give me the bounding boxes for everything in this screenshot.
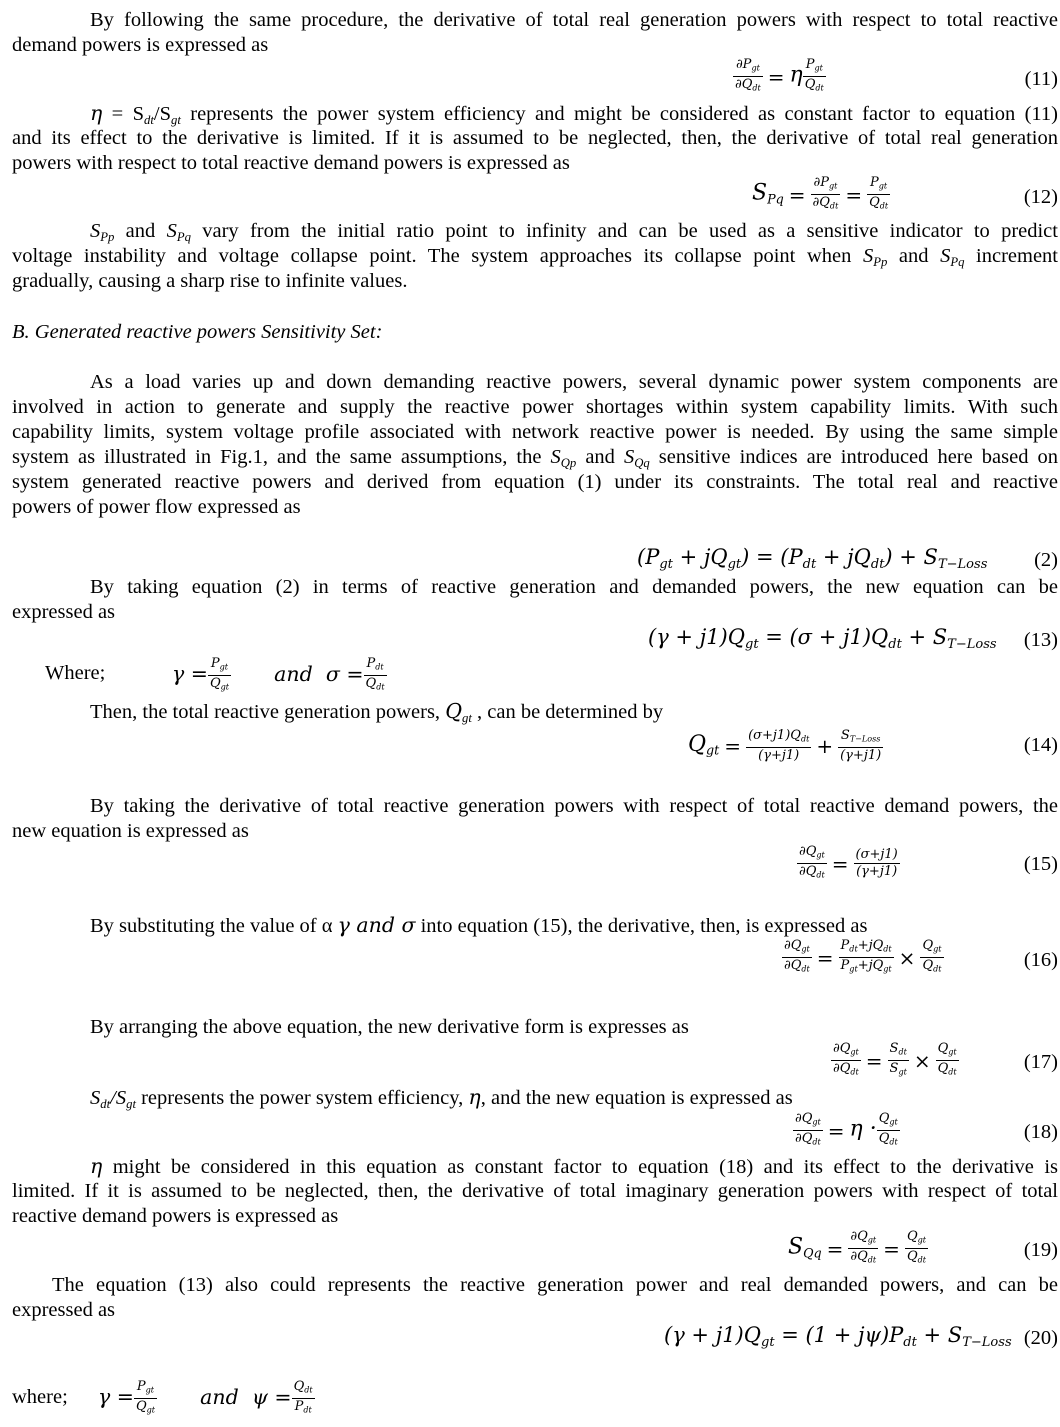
paragraph-line: By following the same procedure, the derivative of total real generation powers with respect to total reactive [90, 9, 1058, 31]
equation-number: (17) [1023, 1051, 1058, 1073]
paragraph-line: expressed as [12, 601, 116, 623]
fraction: $\frac{\partial Q_{gt}}{\partial Q_{dt}}$ [799, 844, 825, 880]
fraction: $\frac{S_{T-Loss}}{(\gamma+j1)}$ [840, 728, 882, 764]
equation-number: (13) [1023, 629, 1058, 651]
paragraph-line: demand powers is expressed as [12, 34, 269, 56]
fraction: $\frac{\partial Q_{gt}}{\partial Q_{dt}}$ [850, 1229, 877, 1265]
fraction: $\frac{S_{dt}}{S_{gt}}$ [889, 1041, 907, 1077]
paragraph-line: involved in action to generate and supply the reactive power shortages within system capability limits. With such [12, 396, 1058, 418]
equation-18: $\frac{\partial Q_{gt}}{\partial Q_{dt}}$ = η · $\frac{Q_{gt}}{Q_{dt}}$ [793, 1111, 900, 1151]
fraction: $\frac{Q_{gt}}{Q_{dt}}$ [922, 938, 942, 974]
fraction: $\frac{P_{gt}}{Q_{gt}}$ [209, 656, 230, 692]
paragraph-line: By arranging the above equation, the new derivative form is expresses as [90, 1016, 689, 1038]
paragraph-line: capability limits, system voltage profile associated with network reactive power is needed. By using the same simple [12, 421, 1058, 443]
paragraph-line: voltage instability and voltage collapse point. The system approaches its collapse point when $S_{Pp}$ and $S_{Pq}$ increment [12, 245, 1058, 269]
paragraph-line: powers of power flow expressed as [12, 496, 301, 518]
paragraph-line: gradually, causing a sharp rise to infinite values. [12, 270, 408, 292]
fraction: $\frac{Q_{gt}}{Q_{dt}}$ [937, 1041, 957, 1077]
fraction: $\frac{\partial Q_{gt}}{\partial Q_{dt}}$ [784, 938, 810, 974]
paragraph-line: limited. If it is assumed to be neglected, then, the derivative of total imaginary generation powers with respect of total [12, 1180, 1058, 1202]
fraction: $\frac{P_{gt}}{Q_{dt}}$ [804, 57, 824, 93]
equation-number: (12) [1023, 186, 1058, 208]
paragraph-line: powers with respect to total reactive demand powers is expressed as [12, 152, 570, 174]
equation-number: (18) [1023, 1121, 1058, 1143]
equation-13: $(\gamma + j1)Q_{gt} = (\sigma + j1)Q_{dt} + S_{T-Loss}$ [648, 625, 997, 652]
fraction: $\frac{P_{gt}}{Q_{dt}}$ [869, 175, 889, 211]
paragraph-line: Then, the total reactive generation powers, $Q_{gt}$ , can be determined by [90, 699, 664, 725]
equation-19: $S_{Qq}$ = $\frac{\partial Q_{gt}}{\partial Q_{dt}}$ = $\frac{Q_{gt}}{Q_{dt}}$ [788, 1229, 928, 1269]
equation-15: $\frac{\partial Q_{gt}}{\partial Q_{dt}}$ = $\frac{(\sigma+j1)}{(\gamma+j1)}$ [797, 844, 900, 884]
equation-20: $(\gamma + j1)Q_{gt} = (1 + j\psi)P_{dt} + S_{T-Loss}$ [664, 1323, 1012, 1350]
paragraph-line: η might be considered in this equation as constant factor to equation (18) and its effect to the derivative is [90, 1154, 1058, 1178]
paragraph-line: The equation (13) also could represents the reactive generation power and real demanded powers, and can be [52, 1274, 1058, 1296]
paragraph-line: By taking the derivative of total reactive generation powers with respect of total reactive demand powers, the [90, 795, 1058, 817]
paragraph-line: and its effect to the derivative is limited. If it is assumed to be neglected, then, the derivative of total real generation [12, 127, 1058, 149]
equation-14: $Q_{gt}$ = $\frac{(\sigma+j1)Q_{dt}}{(\gamma+j1)}$ + $\frac{S_{T-Loss}}{(\gamma+j1)}$ [688, 728, 882, 764]
fraction: $\frac{Q_{dt}}{P_{dt}}$ [293, 1379, 313, 1415]
fraction: $\frac{(\sigma+j1)}{(\gamma+j1)}$ [855, 847, 898, 880]
paragraph-line: $S_{dt}/S_{gt}$ represents the power system efficiency, η, and the new equation is expressed as [90, 1085, 793, 1111]
equation-number: (14) [1023, 734, 1058, 756]
equation-number: (11) [1024, 68, 1058, 90]
paragraph-line: system as illustrated in Fig.1, and the same assumptions, the $S_{Qp}$ and $S_{Qq}$ sensitive indices are introduced here based on [12, 446, 1058, 470]
equation-11: $\frac{\partial P_{gt}}{\partial Q_{dt}}$ = η $\frac{P_{gt}}{Q_{dt}}$ [733, 57, 826, 97]
fraction: $\frac{(\sigma+j1)Q_{dt}}{(\gamma+j1)}$ [748, 728, 810, 764]
equation-number: (15) [1023, 853, 1058, 875]
equation-number: (2) [1034, 549, 1058, 571]
where-label: Where; [45, 662, 106, 684]
equation-number: (20) [1023, 1327, 1058, 1349]
paragraph-line: As a load varies up and down demanding reactive powers, several dynamic power system components are [90, 371, 1058, 393]
fraction: $\frac{P_{gt}}{Q_{gt}}$ [135, 1379, 156, 1415]
fraction: $\frac{\partial Q_{gt}}{\partial Q_{dt}}$ [795, 1111, 821, 1147]
equation-17: $\frac{\partial Q_{gt}}{\partial Q_{dt}}$ = $\frac{S_{dt}}{S_{gt}}$ × $\frac{Q_{gt}}{Q_{dt}}$ [831, 1041, 959, 1081]
paragraph-line: system generated reactive powers and derived from equation (1) under its constraints. The total real and reactive [12, 471, 1058, 493]
paragraph-line: By substituting the value of α γ and σ into equation (15), the derivative, then, is expressed as [90, 913, 868, 937]
fraction: $\frac{Q_{gt}}{Q_{dt}}$ [906, 1229, 926, 1265]
fraction: $\frac{Q_{gt}}{Q_{dt}}$ [878, 1111, 898, 1147]
fraction: $\frac{\partial P_{gt}}{\partial Q_{dt}}$ [812, 175, 839, 211]
where-label: where; [12, 1386, 68, 1408]
where-definitions: γ = $\frac{P_{gt}}{Q_{gt}}$ and ψ = $\frac{Q_{dt}}{P_{dt}}$ [98, 1379, 315, 1419]
paragraph-line: new equation is expressed as [12, 820, 249, 842]
equation-number: (16) [1023, 949, 1058, 971]
paragraph-line: By taking equation (2) in terms of reactive generation and demanded powers, the new equation can be [90, 576, 1058, 598]
section-heading: B. Generated reactive powers Sensitivity Set: [12, 321, 383, 343]
paragraph-line: $S_{Pp}$ and $S_{Pq}$ vary from the initial ratio point to infinity and can be used as a sensitive indicator to predict [90, 220, 1058, 244]
fraction: $\frac{P_{dt}+jQ_{dt}}{P_{gt}+jQ_{gt}}$ [840, 938, 892, 974]
equation-number: (19) [1023, 1239, 1058, 1261]
paragraph-line: expressed as [12, 1299, 116, 1321]
paragraph-line: $\eta = S_{dt}/S_{gt}$ represents the power system efficiency and might be considered as constant factor to equation (11) [90, 101, 1058, 127]
equation-16: $\frac{\partial Q_{gt}}{\partial Q_{dt}}$ = $\frac{P_{dt}+jQ_{dt}}{P_{gt}+jQ_{gt}}$ × $\frac{Q_{gt}}{Q_{dt}}$ [782, 938, 944, 978]
paragraph-line: reactive demand powers is expressed as [12, 1205, 339, 1227]
fraction: $\frac{\partial P_{gt}}{\partial Q_{dt}}$ [735, 57, 761, 93]
fraction: $\frac{\partial Q_{gt}}{\partial Q_{dt}}$ [833, 1041, 859, 1077]
equation-12: $S_{Pq}$ = $\frac{\partial P_{gt}}{\partial Q_{dt}}$ = $\frac{P_{gt}}{Q_{dt}}$ [752, 175, 890, 215]
where-definitions: γ = $\frac{P_{gt}}{Q_{gt}}$ and σ = $\frac{P_{dt}}{Q_{dt}}$ [172, 656, 387, 696]
equation-2: $(P_{gt} + jQ_{gt}) = (P_{dt} + jQ_{dt}) + S_{T-Loss}$ [637, 545, 988, 572]
fraction: $\frac{P_{dt}}{Q_{dt}}$ [365, 656, 385, 692]
